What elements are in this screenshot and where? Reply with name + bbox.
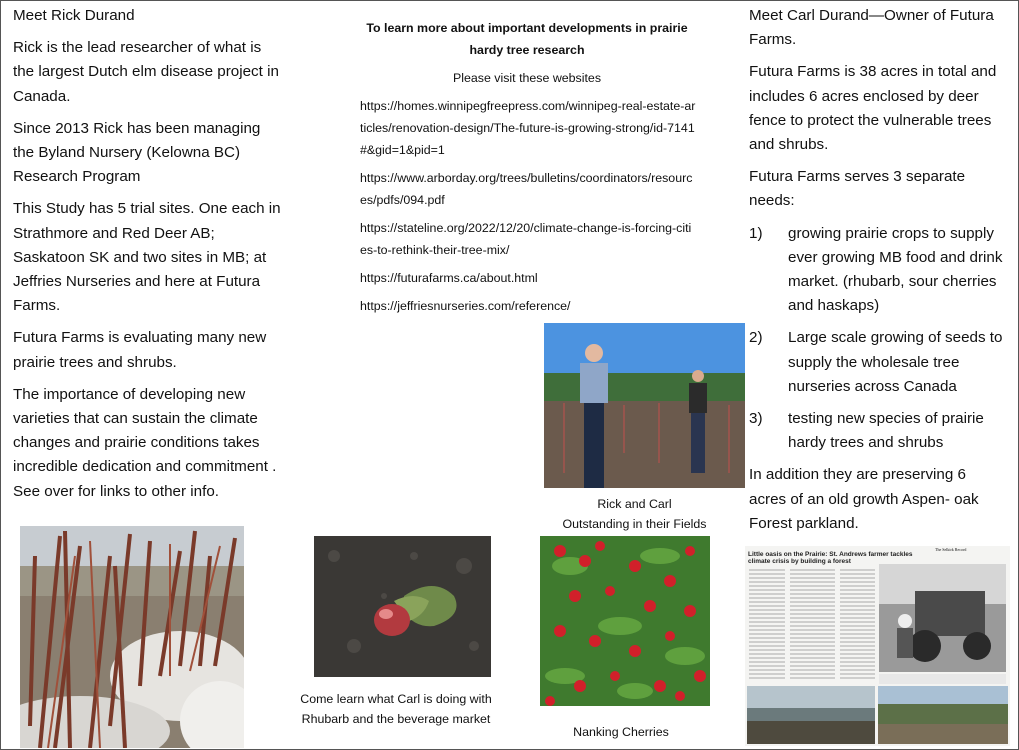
link-winnipeg-free-press[interactable]: https://homes.winnipegfreepress.com/winnipeg-real-estate-articles/renovation-design/The-future-is-growing-strong/id-7141#&gid=1&pid=1 [360, 99, 696, 157]
link-arbor-day[interactable]: https://www.arborday.org/trees/bulletins/coordinators/resources/pdfs/094.pdf [360, 171, 693, 207]
link-stateline[interactable]: https://stateline.org/2022/12/20/climate-change-is-forcing-cities-to-rethink-their-tree-mix/ [360, 221, 692, 257]
left-paragraph-1: Rick is the lead researcher of what is the largest Dutch elm disease project in Canada. [13, 39, 279, 105]
right-column [749, 4, 1004, 544]
rick-and-carl-caption-line-1: Rick and Carl [597, 497, 672, 511]
needs-item-text: Large scale growing of seeds to supply the wholesale tree nurseries across Canada [788, 329, 1003, 395]
newspaper-article-clipping [745, 546, 1010, 746]
needs-list-item [749, 222, 1004, 319]
needs-list [749, 222, 1004, 456]
needs-list-item [749, 407, 1004, 455]
article-headline: Little oasis on the Prairie: St. Andrews farmer tackles climate crisis by building a forest [748, 551, 913, 565]
needs-item-text: testing new species of prairie hardy trees and shrubs [788, 410, 984, 452]
right-paragraph-1: Futura Farms is 38 acres in total and includes 6 acres enclosed by deer fence to protect the vulnerable trees and shrubs. [749, 63, 997, 154]
nanking-cherries-photo [540, 536, 710, 706]
right-title: Meet Carl Durand—Owner of Futura Farms. [749, 7, 994, 49]
middle-column [358, 17, 696, 323]
willow-cuttings-photo [20, 526, 244, 748]
needs-item-number: 2) [749, 329, 763, 347]
left-column [13, 4, 281, 512]
needs-item-number: 3) [749, 410, 763, 428]
left-paragraph-2: Since 2013 Rick has been managing the Byland Nursery (Kelowna BC) Research Program [13, 119, 261, 186]
needs-list-item [749, 326, 1004, 399]
rhubarb-caption: Come learn what Carl is doing with Rhubarb and the beverage market [300, 692, 492, 726]
rick-and-carl-photo [544, 323, 745, 488]
left-paragraph-3: This Study has 5 trial sites. One each in Strathmore and Red Deer AB; Saskatoon SK and two sites in MB; at Jeffries Nurseries and here at Futura Farms. [13, 200, 281, 315]
rhubarb-photo [314, 536, 491, 677]
article-masthead: The Selkirk Record [935, 547, 967, 552]
rick-and-carl-caption [544, 494, 725, 534]
needs-item-number: 1) [749, 224, 763, 242]
link-jeffries-nurseries[interactable]: https://jeffriesnurseries.com/reference/ [360, 299, 571, 313]
left-title: Meet Rick Durand [13, 7, 135, 24]
right-paragraph-3: In addition they are preserving 6 acres of an old growth Aspen- oak Forest parkland. [749, 466, 979, 532]
link-futura-farms[interactable]: https://futurafarms.ca/about.html [360, 271, 538, 285]
right-paragraph-2: Futura Farms serves 3 separate needs: [749, 168, 966, 210]
needs-item-text: growing prairie crops to supply ever growing MB food and drink market. (rhubarb, sour cherries and haskaps) [788, 224, 1003, 315]
nanking-cherries-caption: Nanking Cherries [573, 725, 669, 739]
rick-and-carl-caption-line-2: Outstanding in their Fields [562, 517, 707, 531]
left-paragraph-5: The importance of developing new varieties that can sustain the climate changes and prairie conditions takes incredible dedication and commitment . See over for links to other info. [13, 385, 277, 500]
left-paragraph-4: Futura Farms is evaluating many new prairie trees and shrubs. [13, 329, 267, 371]
links-subheading: Please visit these websites [452, 71, 602, 85]
links-heading: To learn more about important developments in prairie hardy tree research [366, 21, 688, 57]
